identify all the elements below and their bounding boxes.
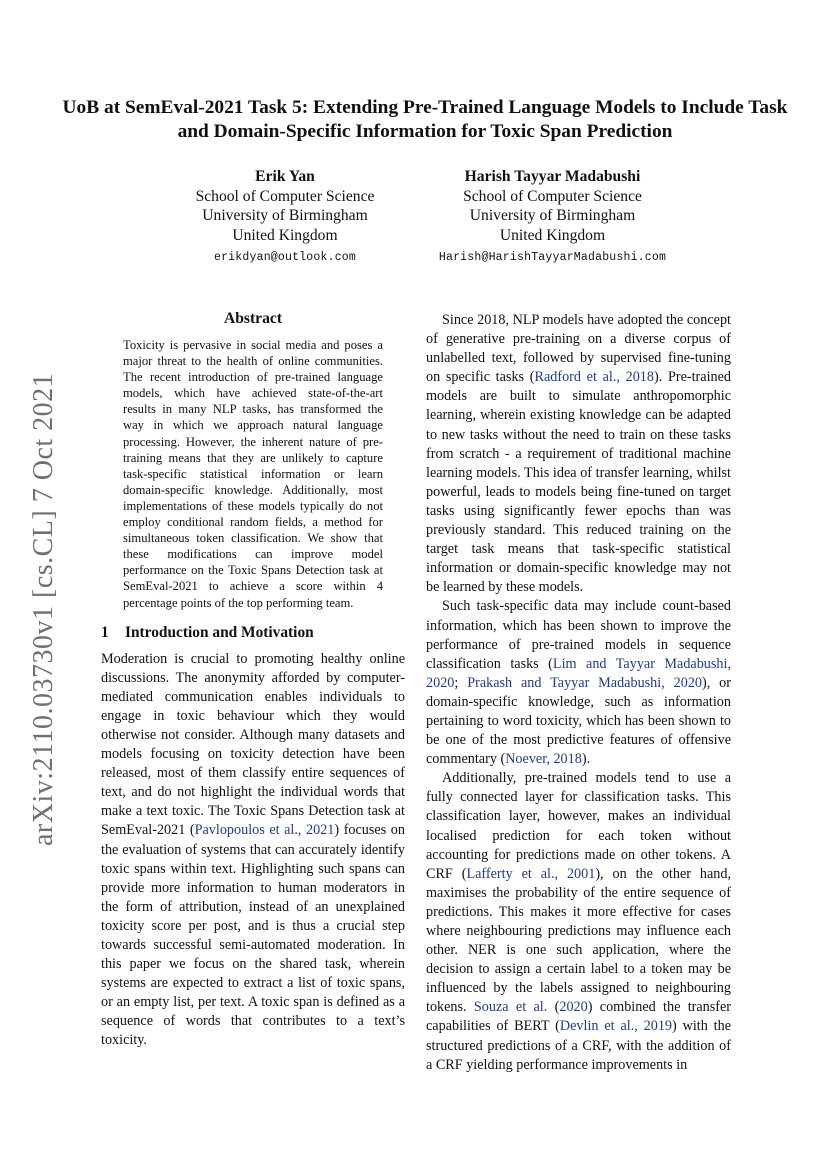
text-run: ). Pre-trained models are built to simulate anthropomorphic learning, wherein existing knowledge can be adapted to new tasks without the need to train on these tasks from scratch - a requirement of traditional machine learning models. This idea of transfer learning, whilst powerful, leads to models being fine-tuned on target tasks using significantly fewer epochs than was previously standard. This reduced training on the target task means that task-specific statistical information or domain-specific knowledge may not be learned by these models. (426, 369, 731, 596)
citation-link[interactable]: Pavlopoulos et al., 2021 (194, 822, 335, 839)
text-run: Such task-specific data may include count-based information, which has been shown to improve the performance of pre-trained models in sequence classification tasks ( (426, 598, 731, 672)
body-paragraph (426, 769, 731, 1075)
author-name: Erik Yan (255, 168, 315, 185)
author-department: School of Computer Science (195, 187, 375, 205)
text-run: Moderation is crucial to promoting healthy online discussions. The anonymity afforded by computer-mediated communication enables individuals to engage in toxic behaviour which they would otherwise not consider. Although many datasets and models focusing on toxicity detection have been released, most of them classify entire sequences of text, and do not highlight the individual words that make a text toxic. The Toxic Spans Detection task at SemEval-2021 ( (101, 650, 405, 839)
text-run: ( (547, 999, 560, 1016)
paper-title: UoB at SemEval-2021 Task 5: Extending Pre-Trained Language Models to Include Task and Domain-Specific Information for Toxic Span Prediction (62, 97, 788, 142)
citation-link[interactable]: Prakash and Tayyar Madabushi, 2020 (467, 674, 703, 691)
author-name: Harish Tayyar Madabushi (464, 168, 641, 185)
body-paragraph (426, 597, 731, 769)
text-run: ) combined the transfer capabilities of BERT ( (426, 999, 732, 1035)
author-email[interactable]: Harish@HarishTayyarMadabushi.com (438, 251, 667, 264)
text-run: Additionally, pre-trained models tend to use a fully connected layer for classification tasks. This classification layer, however, makes an individual localised prediction for each token without accounting for predictions made on other tokens. A CRF ( (426, 770, 731, 882)
author-email[interactable]: erikdyan@outlook.com (213, 251, 357, 264)
text-run: Since 2018, NLP models have adopted the concept of generative pre-training on a diverse corpus of unlabelled text, followed by supervised fine-tuning on specific tasks ( (426, 312, 731, 386)
intro-paragraph (101, 650, 405, 1051)
citation-link[interactable]: Souza et al. (473, 999, 548, 1016)
abstract-heading: Abstract (223, 310, 283, 327)
author-university: University of Birmingham (202, 207, 368, 224)
text-run: ) with the structured predictions of a CRF, with the addition of a CRF yielding performance improvements in (426, 1018, 732, 1073)
author-country: United Kingdom (232, 226, 338, 244)
citation-link[interactable]: Lim and Tayyar Madabushi, 2020 (426, 655, 732, 691)
citation-link[interactable]: Noever, 2018 (505, 751, 582, 768)
text-run: ). (581, 751, 591, 768)
section-number: 1 (101, 623, 109, 641)
text-run: ), or domain-specific knowledge, such as information pertaining to word toxicity, which has been shown to be one of the most predictive features of offensive commentary ( (426, 674, 732, 768)
left-column (101, 309, 405, 1051)
citation-link[interactable]: Radford et al., 2018 (534, 369, 654, 386)
text-run: ) focuses on the evaluation of systems that can accurately identify toxic spans within text. Highlighting such spans can provide more information to human moderators in the form of attribution, instead of an unexplained toxicity score per post, and is thus a crucial step towards successful semi-automated moderation. In this paper we focus on the shared task, wherein systems are expected to extract a list of toxic spans, or an empty list, per text. A toxic span is defined as a sequence of words that contributes to a text’s toxicity. (101, 822, 405, 1049)
author-block-1 (170, 167, 400, 268)
body-paragraph (426, 311, 731, 597)
citation-link[interactable]: Lafferty et al., 2001 (466, 865, 596, 882)
author-university: University of Birmingham (469, 207, 636, 224)
citation-link[interactable]: Devlin et al., 2019 (559, 1018, 673, 1035)
citation-link[interactable]: 2020 (559, 999, 588, 1016)
author-block-2 (405, 167, 700, 268)
abstract-text: Toxicity is pervasive in social media and poses a major threat to the health of online communities. The recent introduction of pre-trained language models, which have achieved state-of-the-art results in many NLP tasks, has transformed the way in which we approach natural language processing. However, the inherent nature of pre-training means that they are unlikely to capture task-specific statistical information or learn domain-specific knowledge. Additionally, most implementations of these models typically do not employ conditional random fields, a method for simultaneous token classification. We show that these modifications can improve model performance on the Toxic Spans Detection task at SemEval-2021 to achieve a score within 4 percentage points of the top performing team. (123, 338, 383, 610)
text-run: ; (454, 674, 468, 691)
text-run: ), on the other hand, maximises the probability of the entire sequence of predictions. This makes it more effective for cases where neighbouring predictions may influence each other. NER is one such application, where the decision to assign a certain label to a token may be influenced by the labels assigned to neighbouring tokens. (426, 865, 731, 1016)
author-department: School of Computer Science (463, 187, 642, 205)
author-country: United Kingdom (499, 226, 606, 244)
arxiv-identifier: arXiv:2110.03730v1 [cs.CL] 7 Oct 2021 (28, 372, 59, 846)
section-title: Introduction and Motivation (125, 623, 314, 641)
section-heading (101, 623, 405, 643)
right-column (426, 311, 731, 1075)
